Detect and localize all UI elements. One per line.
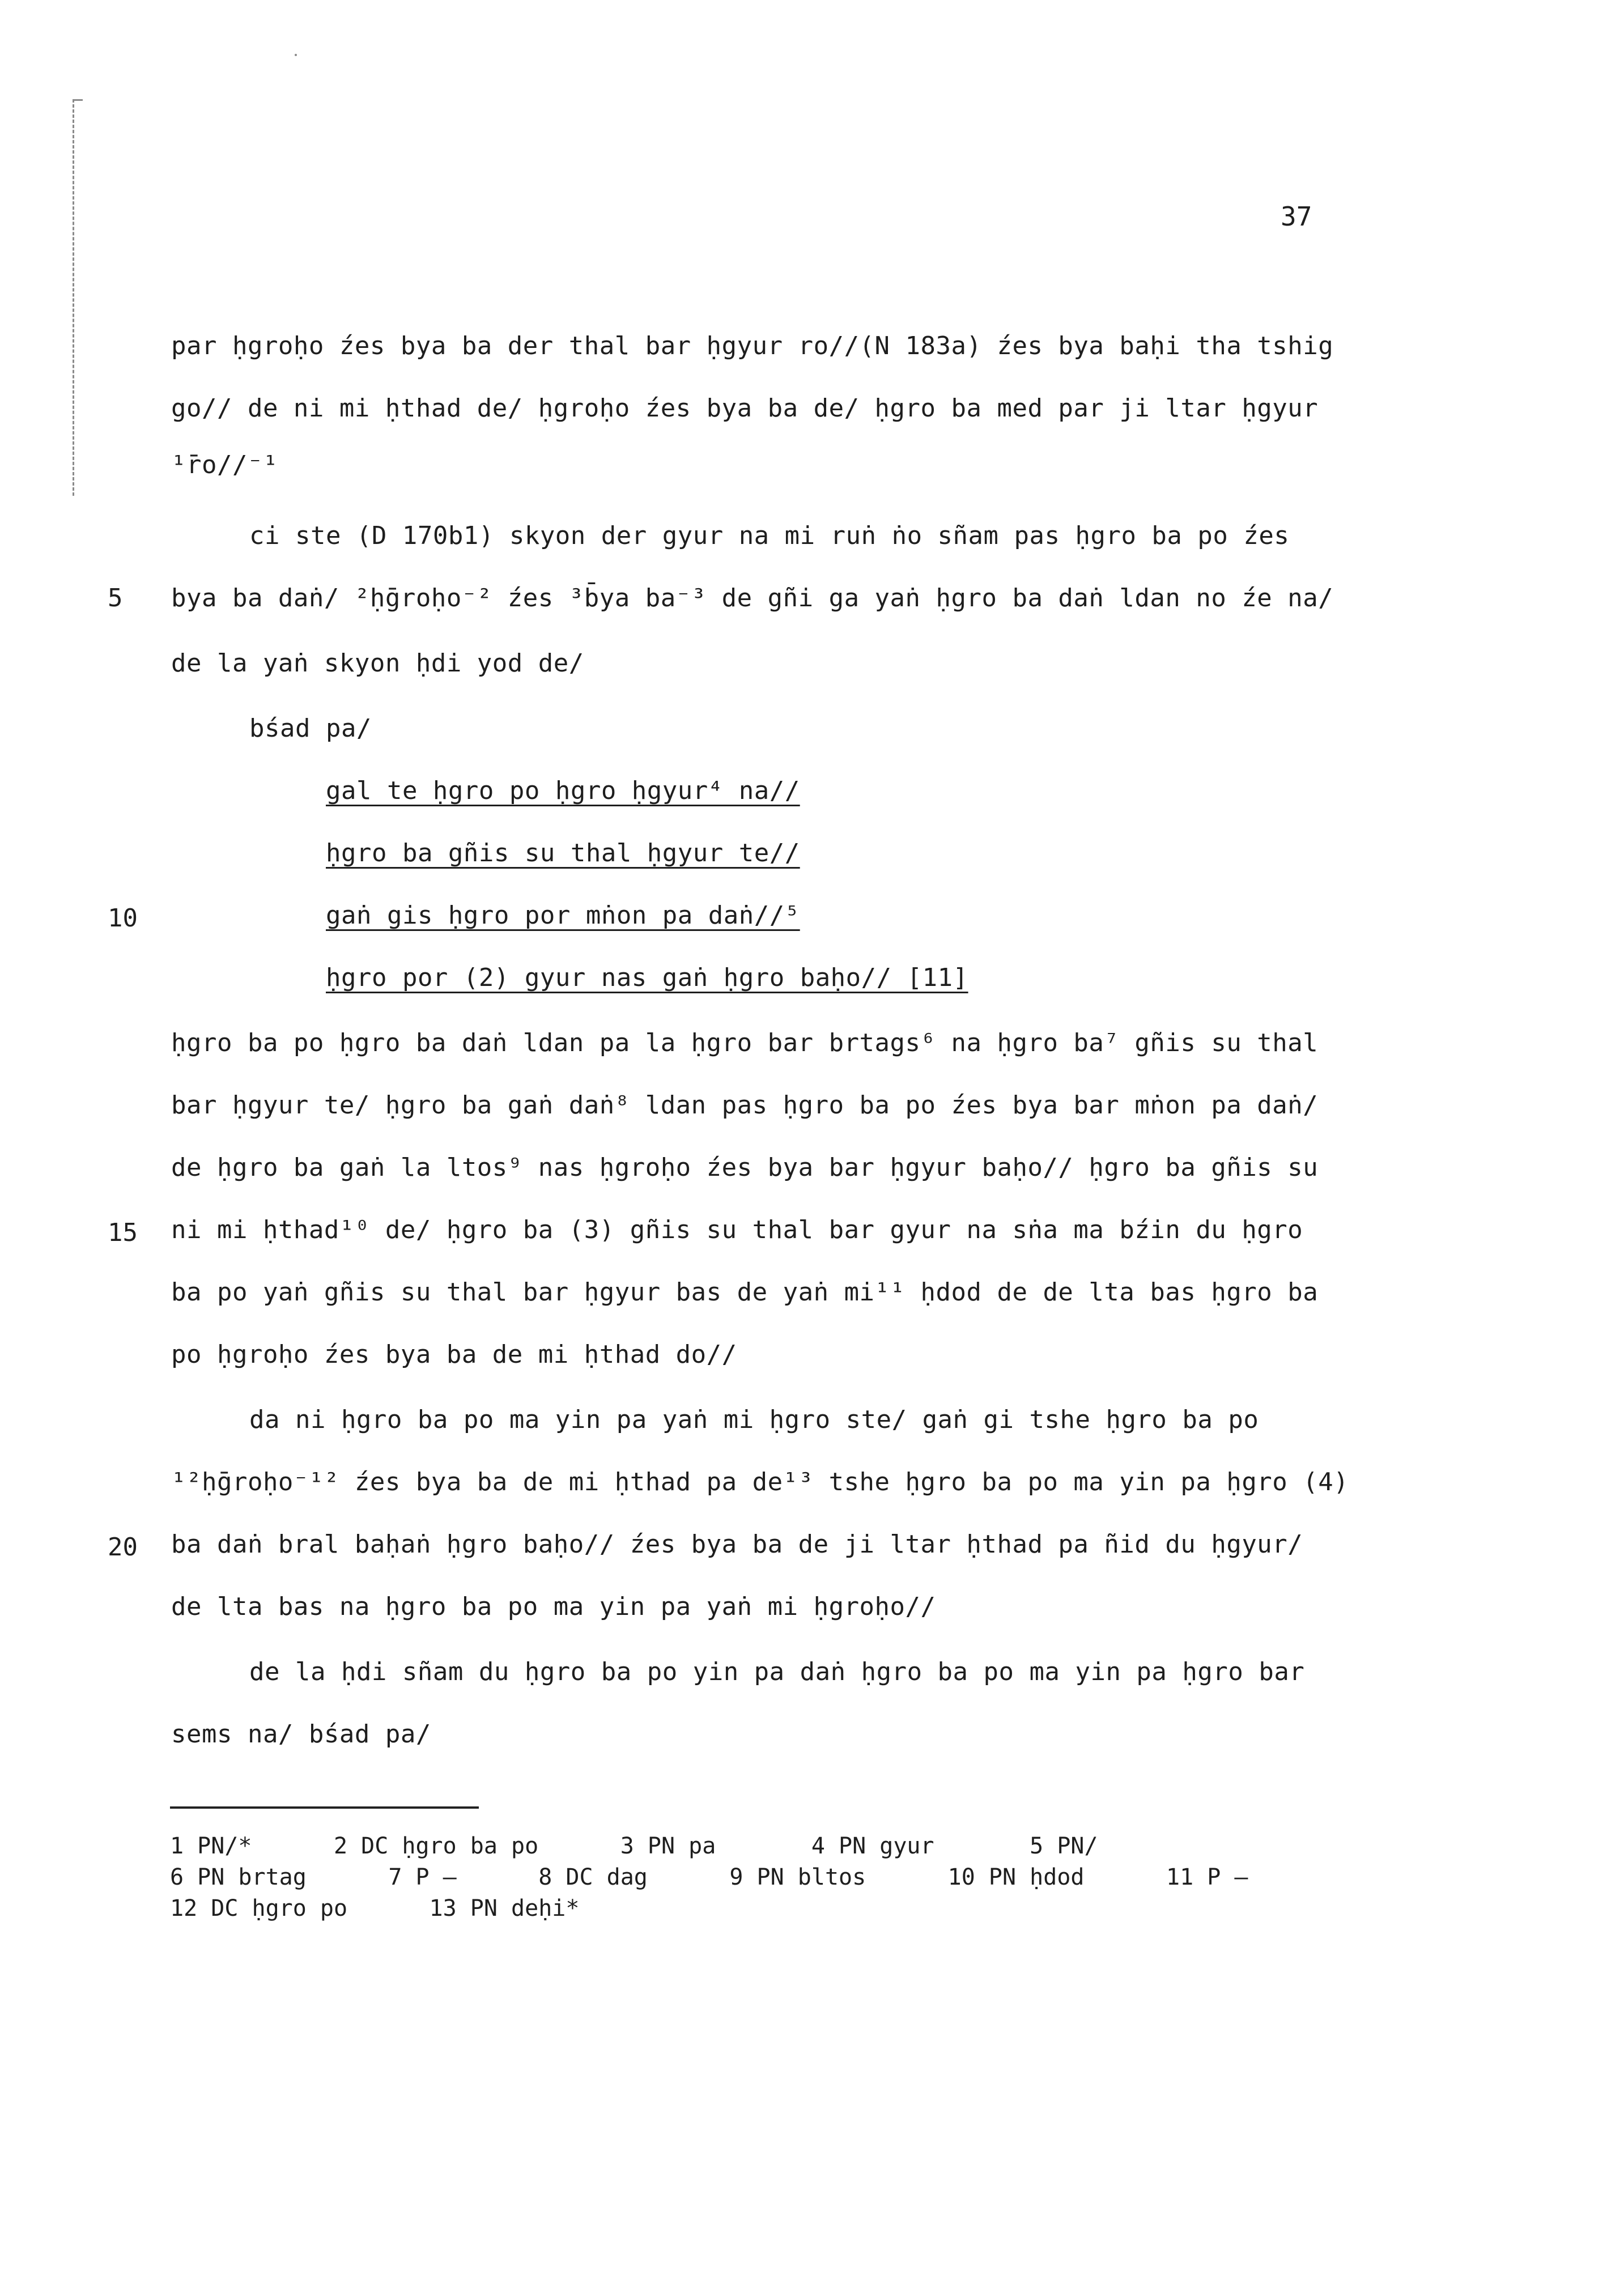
text-line: ¹²ḥ̄groḥo⁻¹² źes bya ba de mi ḥthad pa de¹³ tshe ḥgro ba po ma yin pa ḥgro (4) xyxy=(171,1468,1349,1496)
footnote-line: 6 PN brtag 7 P — 8 DC dag 9 PN bltos 10 PN ḥdod 11 P — xyxy=(170,1864,1248,1890)
text-line: de ḥgro ba gaṅ la ltos⁹ nas ḥgroḥo źes bya bar ḥgyur baḥo// ḥgro ba gñis su xyxy=(171,1153,1319,1182)
text-line: go// de ni mi ḥthad de/ ḥgroḥo źes bya ba de/ ḥgro ba med par ji ltar ḥgyur xyxy=(171,394,1319,423)
text-line: de lta bas na ḥgro ba po ma yin pa yaṅ mi ḥgroḥo// xyxy=(171,1592,936,1621)
margin-scan-tick xyxy=(73,99,83,101)
line-number: 15 xyxy=(108,1218,138,1247)
footnote-line: 12 DC ḥgro po 13 PN deḥi* xyxy=(170,1895,580,1921)
page-number: 37 xyxy=(1281,201,1312,232)
verse-line: ḥgro ba gñis su thal ḥgyur te// xyxy=(326,839,800,868)
text-line: sems na/ bśad pa/ xyxy=(171,1720,431,1749)
text-line: bśad pa/ xyxy=(249,714,372,743)
line-number: 20 xyxy=(108,1533,138,1562)
verse-line: ḥgro por (2) gyur nas gaṅ ḥgro baḥo// [11] xyxy=(326,963,968,992)
text-line: de la yaṅ skyon ḥdi yod de/ xyxy=(171,649,584,678)
text-line: bya ba daṅ/ ²ḥ̄groḥo⁻² źes ³b̄ya ba⁻³ de gñi ga yaṅ ḥgro ba daṅ ldan no źe na/ xyxy=(171,584,1334,613)
line-number: 10 xyxy=(108,904,138,933)
text-line: da ni ḥgro ba po ma yin pa yaṅ mi ḥgro ste/ gaṅ gi tshe ḥgro ba po xyxy=(249,1405,1259,1434)
verse-line: gaṅ gis ḥgro por mṅon pa daṅ//⁵ xyxy=(326,901,800,930)
text-line: ḥgro ba po ḥgro ba daṅ ldan pa la ḥgro bar brtags⁶ na ḥgro ba⁷ gñis su thal xyxy=(171,1028,1319,1057)
text-line: ba daṅ bral baḥaṅ ḥgro baḥo// źes bya ba de ji ltar ḥthad pa ñid du ḥgyur/ xyxy=(171,1530,1303,1559)
text-line: bar ḥgyur te/ ḥgro ba gaṅ daṅ⁸ ldan pas ḥgro ba po źes bya bar mṅon pa daṅ/ xyxy=(171,1091,1319,1120)
text-line: ci ste (D 170b1) skyon der gyur na mi ruṅ ṅo sñam pas ḥgro ba po źes xyxy=(249,521,1290,550)
text-line: par ḥgroḥo źes bya ba der thal bar ḥgyur ro//(N 183a) źes bya baḥi tha tshig xyxy=(171,331,1334,360)
scan-speck xyxy=(295,54,297,56)
text-line: ba po yaṅ gñis su thal bar ḥgyur bas de yaṅ mi¹¹ ḥdod de de lta bas ḥgro ba xyxy=(171,1278,1319,1307)
footnote-line: 1 PN/* 2 DC ḥgro ba po 3 PN pa 4 PN gyur 5 PN/ xyxy=(170,1833,1098,1859)
text-line: po ḥgroḥo źes bya ba de mi ḥthad do// xyxy=(171,1340,737,1369)
margin-scan-mark xyxy=(73,99,76,496)
footnote-rule xyxy=(170,1806,479,1809)
line-number: 5 xyxy=(108,584,123,613)
verse-line: gal te ḥgro po ḥgro ḥgyur⁴ na// xyxy=(326,776,800,805)
text-line: ni mi ḥthad¹⁰ de/ ḥgro ba (3) gñis su thal bar gyur na sṅa ma bźin du ḥgro xyxy=(171,1215,1303,1244)
text-line: de la ḥdi sñam du ḥgro ba po yin pa daṅ ḥgro ba po ma yin pa ḥgro bar xyxy=(249,1657,1305,1686)
text-line: ¹r̄o//⁻¹ xyxy=(171,450,278,479)
